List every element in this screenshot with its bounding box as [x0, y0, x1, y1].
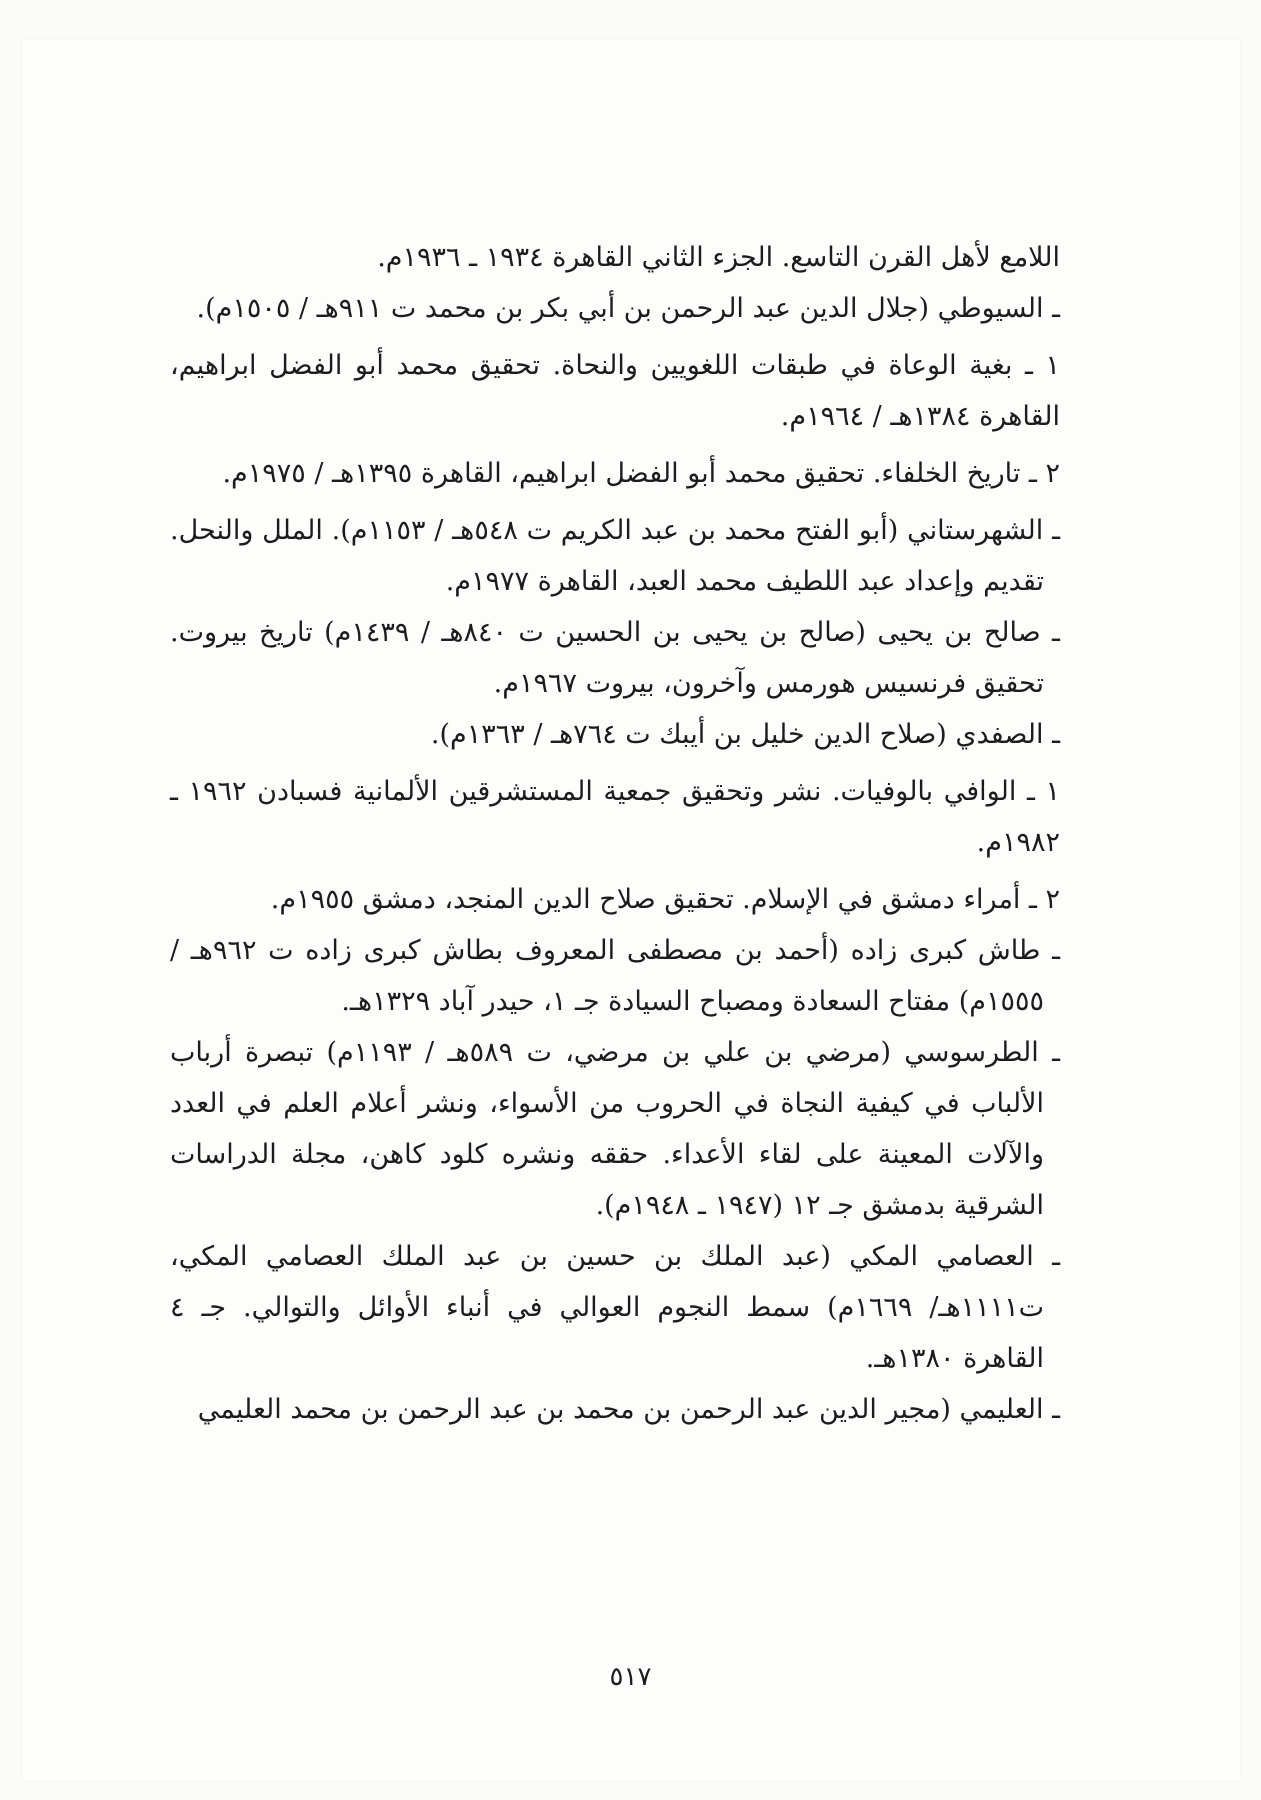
entry-shahrastani: ـ الشهرستاني (أبو الفتح محمد بن عبد الكريم ت ٥٤٨هـ / ١١٥٣م). الملل والنحل. تقديم وإعداد عبد اللطيف محمد العبد، القاهرة ١٩٧٧م. [170, 515, 1060, 597]
bibliography-text [170, 232, 1060, 1435]
entry-isami-makki: ـ العصامي المكي (عبد الملك بن حسين بن عبد الملك العصامي المكي، ت١١١١هـ/ ١٦٦٩م) سمط النجوم العوالي في أنباء الأوائل والتوالي. جـ ٤ القاهرة ١٣٨٠هـ. [170, 1241, 1060, 1374]
paragraph-continuation: اللامع لأهل القرن التاسع. الجزء الثاني القاهرة ١٩٣٤ ـ ١٩٣٦م. [377, 242, 1060, 273]
entry-safadi-work-1: ١ ـ الوافي بالوفيات. نشر وتحقيق جمعية المستشرقين الألمانية فسبادن ١٩٦٢ ـ ١٩٨٢م. [170, 776, 1060, 858]
entry-suyuti: ـ السيوطي (جلال الدين عبد الرحمن بن أبي بكر بن محمد ت ٩١١هـ / ١٥٠٥م). [196, 293, 1060, 324]
entry-safadi-work-2: ٢ ـ أمراء دمشق في الإسلام. تحقيق صلاح الدين المنجد، دمشق ١٩٥٥م. [270, 884, 1060, 915]
entry-suyuti-work-2: ٢ ـ تاريخ الخلفاء. تحقيق محمد أبو الفضل ابراهيم، القاهرة ١٣٩٥هـ / ١٩٧٥م. [222, 458, 1060, 489]
entry-ulaymi: ـ العليمي (مجير الدين عبد الرحمن بن محمد بن عبد الرحمن بن محمد العليمي [197, 1394, 1060, 1425]
entry-suyuti-work-1: ١ ـ بغية الوعاة في طبقات اللغويين والنحاة. تحقيق محمد أبو الفضل ابراهيم، القاهرة ١٣٨٤هـ / ١٩٦٤م. [170, 350, 1060, 432]
entry-salih-bin-yahya: ـ صالح بن يحيى (صالح بن يحيى بن الحسين ت ٨٤٠هـ / ١٤٣٩م) تاريخ بيروت. تحقيق فرنسيس هورمس وآخرون، بيروت ١٩٦٧م. [170, 617, 1060, 699]
entry-tashkubrizadeh: ـ طاش كبرى زاده (أحمد بن مصطفى المعروف بطاش كبرى زاده ت ٩٦٢هـ / ١٥٥٥م) مفتاح السعادة ومصباح السيادة جـ ١، حيدر آباد ١٣٢٩هـ. [170, 935, 1060, 1017]
entry-safadi: ـ الصفدي (صلاح الدين خليل بن أيبك ت ٧٦٤هـ / ١٣٦٣م). [430, 719, 1060, 750]
entry-tarsusi: ـ الطرسوسي (مرضي بن علي بن مرضي، ت ٥٨٩هـ / ١١٩٣م) تبصرة أرباب الألباب في كيفية النجاة في الحروب من الأسواء، ونشر أعلام العلم في العدد والآلات المعينة على لقاء الأعداء. حققه ونشره كلود كاهن، مجلة الدراسات الشرقية بدمشق جـ ١٢ (١٩٤٧ ـ ١٩٤٨م). [170, 1037, 1061, 1221]
page-number: ٥١٧ [609, 1662, 652, 1692]
